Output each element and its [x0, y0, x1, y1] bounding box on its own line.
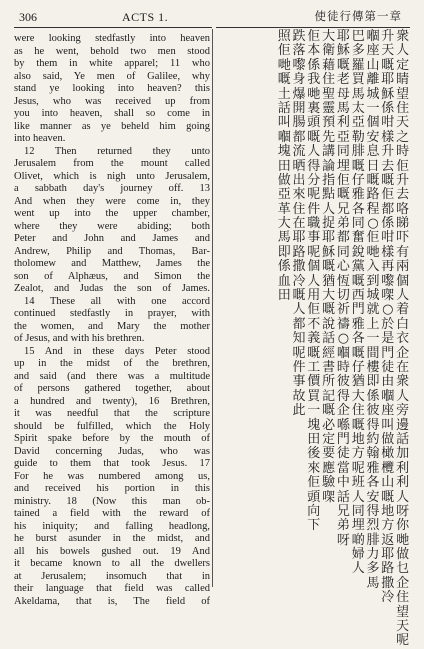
english-line: up in the midst of the brethren,: [14, 358, 210, 369]
english-line: Jerusalem from the mount called: [14, 158, 210, 169]
english-line: he burst asunder in the midst, and: [14, 533, 210, 544]
chinese-column: 升 天 嘅 耶 穌 係 咁 樣 升 去 嘅 佢 都 係 咁 樣 再 嚟 㗎 ○ 於 是 門 徒 由 嗰 座 叫 做 橄 欖 山 嘅 地 方 返 耶 路 撒 冷: [381, 29, 395, 606]
english-line: their language that field was called: [14, 583, 210, 594]
english-line: at Jerusalem; insomuch that in: [14, 570, 210, 582]
header-rule-right: [216, 27, 410, 28]
english-line: Jesus, who was received up from: [14, 95, 210, 107]
english-line: 15 And in these days Peter stood: [24, 345, 210, 357]
english-line: Olivet, which is nigh unto Jerusalem,: [14, 170, 210, 182]
english-line: David concerning Judas, who was: [14, 445, 210, 457]
english-line: continued stedfastly in prayer, with: [14, 308, 210, 319]
english-line: For he was numbered among us,: [14, 470, 210, 482]
english-line: 12 Then returned they unto: [24, 145, 210, 157]
english-line: guide to them that took Jesus. 17: [14, 458, 210, 469]
english-line: it was needful that the scripture: [14, 408, 210, 419]
english-line: where they were abiding; both: [14, 220, 210, 232]
english-line: Peter and John and James and: [14, 233, 210, 244]
english-line: a hundred and twenty), 16 Brethren,: [14, 395, 210, 407]
chinese-column: 佢 本 係 我 哋 裏 頭 嘅 人 得 分 呢 件 職 事 呢 個 人 用 佢 不 義 嘅 工 價 買 一 塊 田 後 來 佢 頭 向 下: [307, 29, 321, 534]
chinese-running-title: 使徒行傳第一章: [314, 11, 402, 23]
english-line: his iniquity; and falling headlong,: [14, 520, 210, 532]
english-line: of Jesus, and with his brethren.: [14, 333, 145, 344]
english-line: ministry. 18 (Now this man ob-: [14, 495, 210, 507]
english-line: went up into the upper chamber,: [14, 208, 210, 219]
english-line: stand ye looking into heaven? this: [14, 83, 210, 94]
page-number: 306: [19, 10, 37, 24]
english-line: a sabbath day's journey off. 13: [14, 183, 210, 194]
chinese-column: 照 佢 哋 嘅 土 話 叫 嗰 塊 田 做 亞 革 大 馬 即 係 血 田: [277, 29, 291, 304]
english-line: the women, and Mary the mother: [14, 320, 210, 332]
english-line: And when they were come in, they: [14, 195, 210, 207]
column-divider: [212, 29, 213, 587]
english-line: tholomew and Matthew, James the: [14, 258, 210, 269]
english-line: and received his portion in this: [14, 483, 210, 494]
english-line: of persons gathered together, about: [14, 383, 210, 394]
english-text-column: [14, 33, 210, 607]
running-title: ACTS 1.: [122, 10, 169, 24]
english-line: all his bowels gushed out. 19 And: [14, 545, 210, 557]
english-line: were looking stedfastly into heaven: [14, 33, 210, 44]
english-line: son of Alphæus, and Simon the: [14, 270, 210, 282]
chinese-column: 耶 穌 嘅 老 母 馬 利 亞 同 埋 佢 嘅 兄 弟 都 同 心 恆 切 祈 禱 ○ 嗰 時 彼 得 企 喺 門 徒 當 中 話 兄 弟 呀: [336, 29, 350, 548]
english-line: by them in white apparel; 11 who: [14, 58, 210, 69]
english-line: Akeldama, that is, The field of: [14, 595, 210, 607]
chinese-column: 大 衛 藉 住 聖 靈 預 先 講 論 指 點 人 捉 耶 穌 嘅 猶 大 嘅 說 話 經 書 所 記 嘅 必 定 要 應 驗 㗎: [322, 29, 336, 505]
english-line: Zealot, and Judas the son of James.: [14, 283, 210, 294]
english-line: Andrew, Philip and Thomas, Bar-: [14, 245, 210, 257]
english-line: Spirit spake before by the mouth of: [14, 433, 210, 444]
english-line: should be fulfilled, which the Holy: [14, 420, 210, 432]
english-line: as he went, behold two men stood: [14, 45, 210, 57]
chinese-column: 巴 多 羅 買 馬 太 亞 勒 腓 嘅 仔 雅 各 同 奮 銳 黨 嘅 西 門 雅 各 嘅 仔 猶 大 住 嘅 地 方 呢 班 人 同 埋 啲 婦 人: [351, 29, 365, 577]
chinese-text-area: [218, 29, 410, 649]
header-rule-left: [14, 27, 212, 28]
chinese-column: 衆 人 定 睛 望 住 天 之 時 佢 升 去 咯 睇 吓 有 兩 個 人 着 白 衣 企 在 衆 人 旁 邊 話 加 利 利 人 呀 你 哋 做 乜 企 住 望 天 呢: [396, 29, 410, 649]
english-line: you into heaven, shall so come in: [14, 108, 210, 119]
english-line: into heaven.: [14, 133, 66, 144]
english-line: 14 These all with one accord: [24, 295, 210, 307]
english-line: it became known to all the dwellers: [14, 558, 210, 569]
english-line: and said (and there was a multitude: [14, 370, 210, 382]
english-line: like manner as ye beheld him going: [14, 120, 210, 132]
chinese-column: 跌 落 嚟 身 爆 開 腸 都 流 晒 出 來 住 在 耶 路 撒 冷 嘅 人 都 知 呢 件 事 故 此: [292, 29, 306, 419]
chinese-column: 嗰 座 山 離 城 一 個 安 息 日 嘅 路 程 ○ 佢 哋 入 到 城 就 上 一 間 樓 即 係 彼 得 約 翰 雅 各 安 得 烈 腓 力 多 馬: [366, 29, 380, 591]
english-line: tained a field with the reward of: [14, 508, 210, 519]
english-line: also said, Ye men of Galilee, why: [14, 70, 210, 82]
